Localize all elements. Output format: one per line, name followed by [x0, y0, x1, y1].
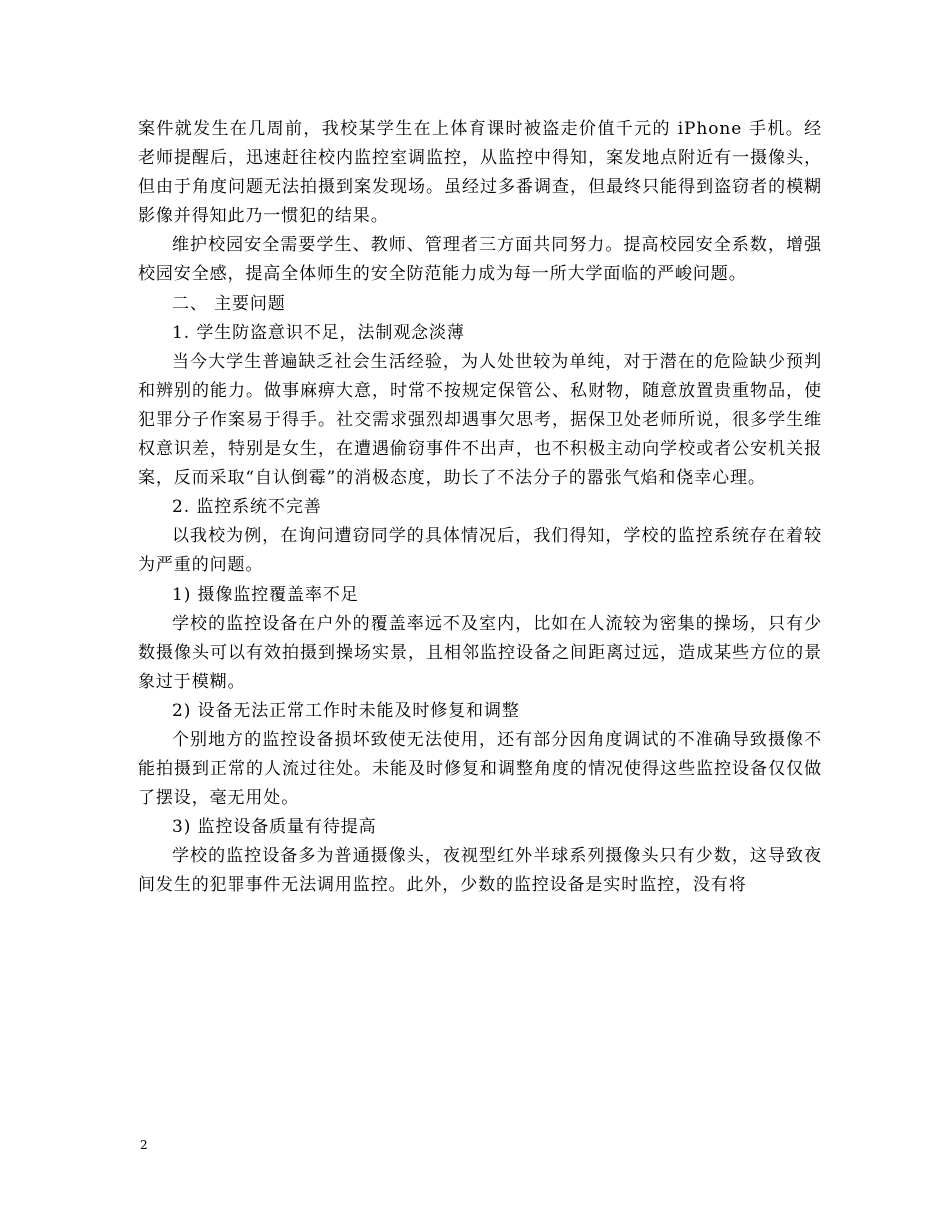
paragraph-awareness: 当今大学生普遍缺乏社会生活经验，为人处世较为单纯，对于潜在的危险缺少预判和辨别的能力。做事麻痹大意，时常不按规定保管公、私财物，随意放置贵重物品，使犯罪分子作案易于得手。社交需求强烈却遇事欠思考，据保卫处老师所说，很多学生维权意识差，特别是女生，在遭遇偷窃事件不出声，也不积极主动向学校或者公安机关报案，反而采取“自认倒霉”的消极态度，助长了不法分子的嚣张气焰和侥幸心理。	[138, 351, 822, 489]
item-heading-repair: 2) 设备无法正常工作时未能及时修复和调整	[172, 700, 520, 721]
page-number: 2	[140, 1138, 148, 1152]
paragraph-quality: 学校的监控设备多为普通摄像头，夜视型红外半球系列摄像头只有少数，这导致夜间发生的犯罪事件无法调用监控。此外，少数的监控设备是实时监控，没有将	[138, 846, 822, 896]
paragraph-campus-safety: 维护校园安全需要学生、教师、管理者三方面共同努力。提高校园安全系数，增强校园安全感，提高全体师生的安全防范能力成为每一所大学面临的严峻问题。	[138, 235, 822, 285]
document-body	[138, 115, 822, 901]
item-heading-quality: 3) 监控设备质量有待提高	[172, 817, 377, 838]
paragraph-coverage: 学校的监控设备在户外的覆盖率远不及室内，比如在人流较为密集的操场，只有少数摄像头可以有效拍摄到操场实景，且相邻监控设备之间距离过远，造成某些方位的景象过于模糊。	[138, 613, 822, 692]
paragraph-case-description: 案件就发生在几周前，我校某学生在上体育课时被盗走价值千元的 iPhone 手机。经老师提醒后，迅速赶往校内监控室调监控，从监控中得知，案发地点附近有一摄像头，但由于角度问题无法拍摄到案发现场。虽经过多番调查，但最终只能得到盗窃者的模糊影像并得知此乃一惯犯的结果。	[138, 119, 822, 227]
paragraph-repair: 个别地方的监控设备损坏致使无法使用，还有部分因角度调试的不准确导致摄像不能拍摄到正常的人流过往处。未能及时修复和调整角度的情况使得这些监控设备仅仅做了摆设，毫无用处。	[138, 729, 822, 809]
paragraph-monitoring-intro: 以我校为例，在询问遭窃同学的具体情况后，我们得知，学校的监控系统存在着较为严重的问题。	[138, 526, 822, 576]
subheading-awareness: 1. 学生防盗意识不足，法制观念淡薄	[172, 322, 465, 343]
section-heading-main-problems: 二、 主要问题	[172, 293, 286, 314]
subheading-monitoring: 2. 监控系统不完善	[172, 497, 322, 518]
item-heading-coverage: 1) 摄像监控覆盖率不足	[172, 584, 359, 605]
